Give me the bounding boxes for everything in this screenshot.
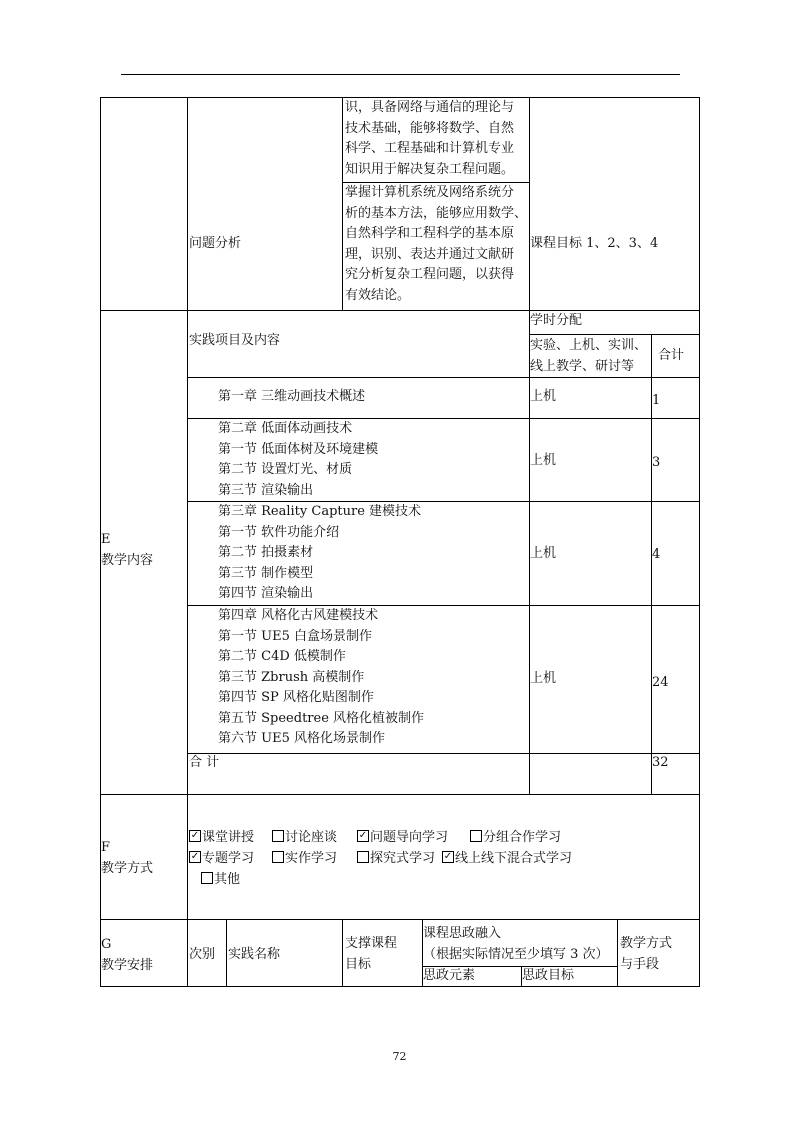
grid-line xyxy=(226,919,227,987)
grid-line xyxy=(342,97,343,311)
col-ideology: 课程思政融入 （根据实际情况至少填写 3 次） xyxy=(423,926,609,962)
col-order: 次别 xyxy=(189,947,216,962)
grid-line xyxy=(187,97,188,311)
chapter-2-type: 上机 xyxy=(530,453,557,468)
method-option-6[interactable]: 实作学习 xyxy=(272,849,337,870)
checkbox-icon[interactable] xyxy=(189,830,201,842)
grid-line xyxy=(187,919,188,987)
chapter-2-content: 第二章 低面体动画技术 第一节 低面体树及环境建模 第二节 设置灯光、材质 第三节 渲染输出 xyxy=(218,421,379,498)
checkbox-icon[interactable] xyxy=(442,851,454,863)
grid-line xyxy=(699,97,700,987)
grid-line xyxy=(187,310,188,795)
checkbox-icon[interactable] xyxy=(357,851,369,863)
method-option-5[interactable]: ✓专题学习 xyxy=(189,849,254,870)
grid-line xyxy=(187,753,700,754)
method-option-7[interactable]: 探究式学习 xyxy=(357,849,435,870)
checkbox-icon[interactable] xyxy=(189,851,201,863)
grid-line xyxy=(100,919,700,920)
header-rule xyxy=(121,74,680,75)
chapter-4-type: 上机 xyxy=(530,671,557,686)
col-support: 支撑课程 目标 xyxy=(345,936,398,972)
col-ideology-goal: 思政目标 xyxy=(522,968,575,983)
section-g-label: G 教学安排 xyxy=(101,937,154,973)
method-option-8[interactable]: ✓ 线上线下混合式学习 xyxy=(442,849,572,870)
method-option-2[interactable]: 讨论座谈 xyxy=(272,828,337,849)
grid-line xyxy=(529,334,700,335)
chapter-4-content: 第四章 风格化古风建模技术 第一节 UE5 白盒场景制作 第二节 C4D 低模制作 第三节 Zbrush 高模制作 第四节 SP 风格化贴图制作 第五节 Speedtree 风格化植被制作 第六节 UE5 风格化场景制作 xyxy=(218,608,425,746)
course-targets: 课程目标 1、2、3、4 xyxy=(530,236,659,251)
method-option-3[interactable]: ✓ 问题导向学习 xyxy=(357,828,448,849)
total-hours: 32 xyxy=(652,755,669,770)
grid-line xyxy=(100,794,700,795)
checkbox-icon[interactable] xyxy=(470,830,482,842)
grid-line xyxy=(529,97,530,311)
header-hours: 学时分配 xyxy=(530,313,583,328)
grid-line xyxy=(100,986,700,987)
col-name: 实践名称 xyxy=(228,947,281,962)
method-option-1[interactable]: ✓课堂讲授 xyxy=(189,828,254,849)
chapter-3-type: 上机 xyxy=(530,546,557,561)
chapter-1-hours: 1 xyxy=(652,393,661,408)
problem-analysis-label: 问题分析 xyxy=(189,236,242,251)
grid-line xyxy=(617,919,618,987)
chapter-3-hours: 4 xyxy=(652,547,661,562)
checkbox-icon[interactable] xyxy=(357,830,369,842)
col-ideology-element: 思政元素 xyxy=(423,968,476,983)
chapter-1-type: 上机 xyxy=(530,389,557,404)
grid-line xyxy=(342,919,343,987)
chapter-3-content: 第三章 Reality Capture 建模技术 第一节 软件功能介绍 第二节 拍摄素材 第三节 制作模型 第四节 渲染输出 xyxy=(218,504,422,601)
page-number: 72 xyxy=(392,1050,407,1063)
total-label: 合 计 xyxy=(189,755,220,770)
problem-goal-text: 掌握计算机系统及网络系统分 析的基本方法，能够应用数学、 自然科学和工程科学的基本原 理，识别、表达并通过文献研 究分析复杂工程问题，以获得 有效结论。 xyxy=(345,185,528,303)
col-method: 教学方式 与手段 xyxy=(620,936,673,972)
checkbox-icon[interactable] xyxy=(272,851,284,863)
header-type: 实验、上机、实训、 线上教学、研讨等 xyxy=(530,338,648,374)
chapter-2-hours: 3 xyxy=(652,455,661,470)
header-project: 实践项目及内容 xyxy=(189,333,281,348)
chapter-4-hours: 24 xyxy=(652,675,669,690)
chapter-1-content: 第一章 三维动画技术概述 xyxy=(218,389,366,404)
grid-line xyxy=(187,794,188,920)
method-option-4[interactable]: 分组合作学习 xyxy=(470,828,561,849)
method-option-9[interactable]: 其他 xyxy=(201,870,240,891)
section-e-label: E 教学内容 xyxy=(101,532,154,568)
grid-line xyxy=(187,377,700,378)
section-f-label: F 教学方式 xyxy=(101,840,154,876)
grid-line xyxy=(100,310,700,311)
header-total: 合计 xyxy=(658,348,685,363)
checkbox-icon[interactable] xyxy=(272,830,284,842)
checkbox-icon[interactable] xyxy=(201,872,213,884)
row-goal-text: 识，具备网络与通信的理论与 技术基础，能够将数学、自然 科学、工程基础和计算机专业 知识用于解决复杂工程问题。 xyxy=(345,100,515,177)
